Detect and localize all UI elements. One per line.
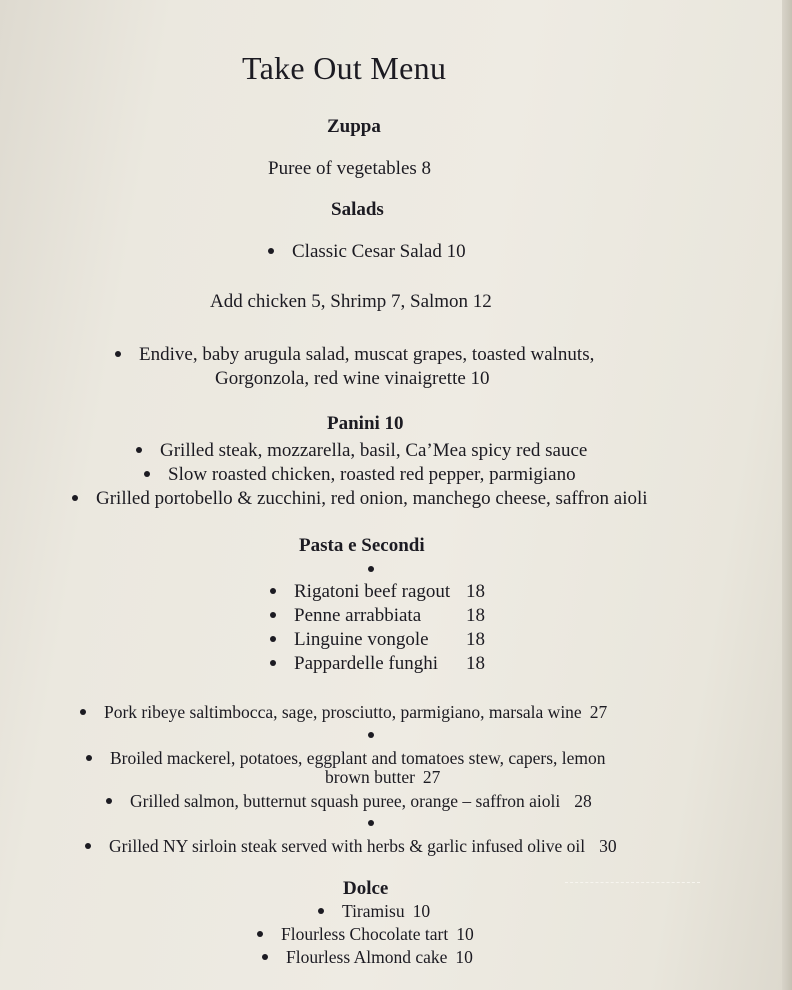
salad-item: Endive, baby arugula salad, muscat grapes, toasted walnuts, — [115, 344, 594, 366]
bullet — [85, 843, 91, 849]
bullet — [115, 351, 121, 357]
bullet — [80, 709, 86, 715]
secondi-item: Grilled NY sirloin steak served with herbs & garlic infused olive oil 30 — [85, 835, 617, 857]
panini-item: Slow roasted chicken, roasted red pepper, parmigiano — [144, 464, 576, 486]
salads-heading: Salads — [331, 199, 384, 220]
bullet — [368, 566, 374, 572]
divider — [565, 882, 700, 883]
dolce-item: Tiramisu 10 — [318, 900, 430, 922]
salad-item-continued: Gorgonzola, red wine vinaigrette 10 — [215, 368, 490, 389]
bullet — [270, 636, 276, 642]
page-edge — [782, 0, 792, 990]
salad-addons: Add chicken 5, Shrimp 7, Salmon 12 — [210, 291, 492, 312]
bullet — [268, 248, 274, 254]
pasta-item: Pappardelle funghi 18 — [270, 653, 485, 675]
pasta-heading: Pasta e Secondi — [299, 535, 425, 556]
bullet — [136, 447, 142, 453]
secondi-item-continued: brown butter 27 — [325, 767, 441, 787]
bullet — [262, 954, 268, 960]
bullet — [144, 471, 150, 477]
bullet — [318, 908, 324, 914]
bullet — [368, 732, 374, 738]
bullet — [106, 798, 112, 804]
panini-item: Grilled steak, mozzarella, basil, Ca’Mea spicy red sauce — [136, 440, 587, 462]
dolce-item: Flourless Chocolate tart 10 — [257, 923, 474, 945]
bullet — [257, 931, 263, 937]
secondi-item: Grilled salmon, butternut squash puree, orange – saffron aioli 28 — [106, 790, 592, 812]
salad-item: Classic Cesar Salad 10 — [268, 241, 466, 263]
pasta-item: Linguine vongole 18 — [270, 629, 485, 651]
bullet — [270, 660, 276, 666]
dolce-heading: Dolce — [343, 878, 389, 899]
zuppa-heading: Zuppa — [327, 116, 381, 137]
panini-item: Grilled portobello & zucchini, red onion, manchego cheese, saffron aioli — [72, 488, 648, 510]
secondi-item: Pork ribeye saltimbocca, sage, prosciutto, parmigiano, marsala wine 27 — [80, 701, 607, 723]
pasta-item: Penne arrabbiata 18 — [270, 605, 485, 627]
pasta-item: Rigatoni beef ragout 18 — [270, 581, 485, 603]
bullet — [270, 612, 276, 618]
menu-title: Take Out Menu — [242, 50, 447, 86]
bullet — [368, 820, 374, 826]
dolce-item: Flourless Almond cake 10 — [262, 946, 473, 968]
bullet — [86, 755, 92, 761]
zuppa-item: Puree of vegetables 8 — [268, 158, 432, 179]
bullet — [270, 588, 276, 594]
panini-heading: Panini 10 — [327, 413, 404, 434]
secondi-item: Broiled mackerel, potatoes, eggplant and tomatoes stew, capers, lemon — [86, 747, 606, 769]
bullet — [72, 495, 78, 501]
